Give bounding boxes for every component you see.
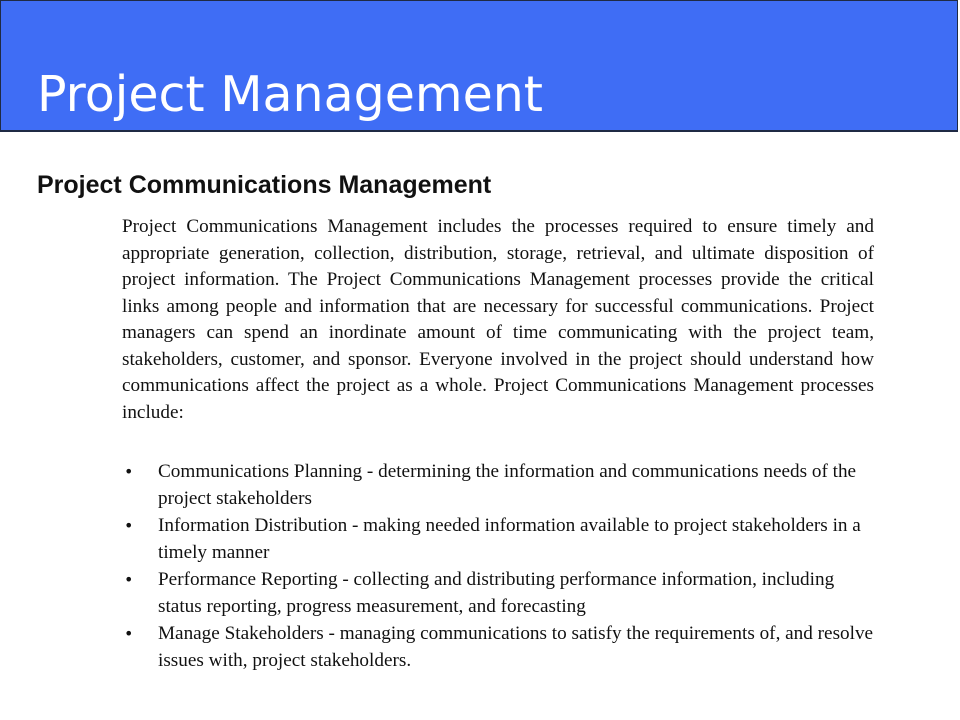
bullet-icon: • xyxy=(124,570,134,589)
list-item xyxy=(122,512,882,566)
list-item xyxy=(122,458,882,512)
bullet-icon: • xyxy=(124,516,134,535)
slide-title: Project Management xyxy=(37,66,544,123)
process-list xyxy=(122,458,882,674)
list-item xyxy=(122,566,882,620)
list-item-text: Information Distribution - making needed information available to project stakeholders in a timely manner xyxy=(158,515,861,563)
list-item xyxy=(122,620,882,674)
list-item-text: Manage Stakeholders - managing communications to satisfy the requirements of, and resolve issues with, project stakeholders. xyxy=(158,623,874,671)
body-paragraph: Project Communications Management includes the processes required to ensure timely and appropriate generation, collection, distribution, storage, retrieval, and ultimate disposition of project information. The Project Communications Management processes provide the critical links among people and information that are necessary for successful communications. Project managers can spend an inordinate amount of time communicating with the project team, stakeholders, customer, and sponsor. Everyone involved in the project should understand how communications affect the project as a whole. Project Communications Management processes include: xyxy=(122,216,874,423)
bullet-icon: • xyxy=(124,462,134,481)
list-item-text: Performance Reporting - collecting and distributing performance information, including status reporting, progress measurement, and forecasting xyxy=(158,569,835,617)
list-item-text: Communications Planning - determining the information and communications needs of the project stakeholders xyxy=(158,461,857,509)
title-bar xyxy=(0,0,958,132)
bullet-icon: • xyxy=(124,624,134,643)
section-heading: Project Communications Management xyxy=(37,171,492,199)
